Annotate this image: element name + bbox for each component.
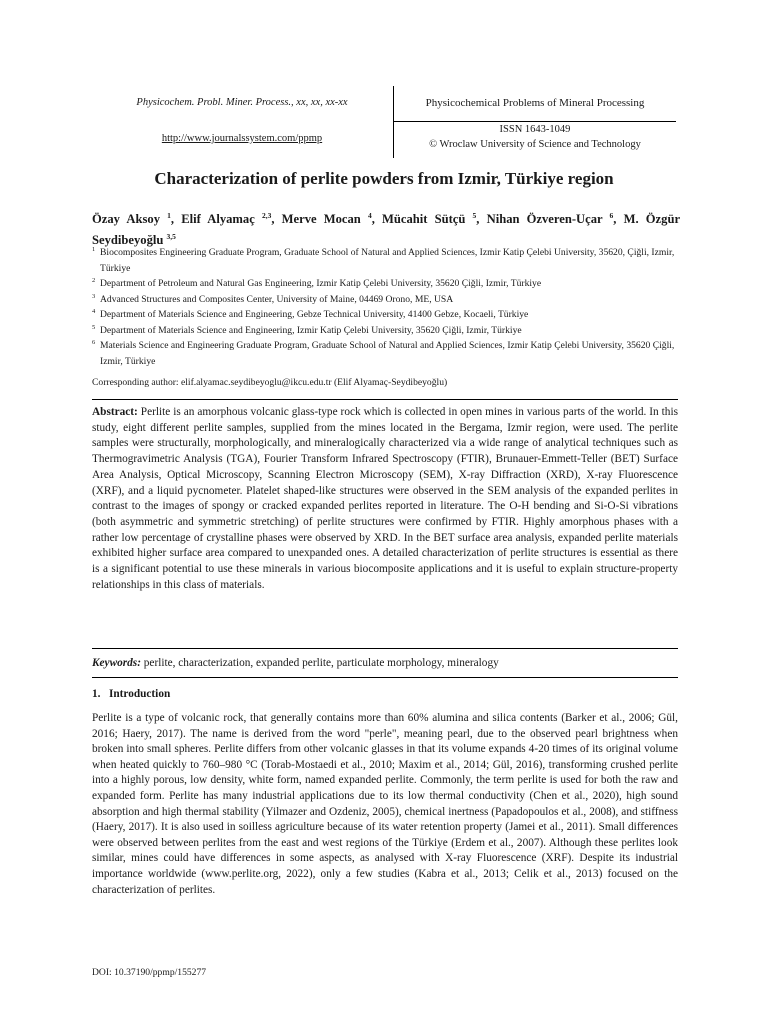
keywords-label: Keywords: [92, 657, 141, 669]
author: Özay Aksoy $^1$, [92, 211, 182, 227]
abstract-top-rule [92, 399, 678, 400]
header-horizontal-divider [393, 121, 676, 122]
affiliation: 3 Advanced Structures and Composites Center, University of Maine, 04469 Orono, ME, USA [92, 292, 454, 305]
affiliation: 6 Materials Science and Engineering Graduate Program, Graduate School of Natural and Applied Sciences, Izmir Katip Çelebi University, 35620 Çiğli, Izmir, Türkiye [92, 339, 675, 367]
section-heading: 1. Introduction [92, 688, 171, 700]
affiliation-list [92, 245, 680, 369]
abstract [92, 405, 678, 593]
affiliation: 2 Department of Petroleum and Natural Gas Engineering, Izmir Katip Çelebi University, 35620 Çiğli, Izmir, Türkiye [92, 277, 542, 289]
keywords-text: perlite, characterization, expanded perlite, particulate morphology, mineralogy [140, 657, 499, 669]
doi[interactable]: DOI: 10.37190/ppmp/155277 [92, 967, 207, 978]
author: Nihan Özveren-Uçar $^6$, [486, 211, 624, 227]
author: M. Özgür Seydibeyoğlu $^{3,5}$ [92, 212, 681, 248]
corresponding-author: Corresponding author: elif.alyamac.seydibeyoglu@ikcu.edu.tr (Elif Alyamaç-Seydibeyoğlu) [92, 377, 448, 388]
journal-name: Physicochemical Problems of Mineral Processing [425, 97, 645, 109]
affiliation: 5 Department of Materials Science and Engineering, Izmir Katip Çelebi University, 35620 Çiğli, Izmir, Türkiye [92, 323, 522, 336]
author-list [92, 207, 680, 249]
affiliation: 4 Department of Materials Science and Engineering, Gebze Technical University, 41400 Gebze, Kocaeli, Türkiye [92, 308, 529, 320]
journal-copyright: © Wroclaw University of Science and Technology [429, 139, 641, 150]
abstract-label: Abstract: [92, 406, 138, 418]
abstract-text: Perlite is an amorphous volcanic glass-type rock which is collected in open mines in various parts of the world. In this study, eight different perlite samples, supplied from the mines located in the Bergama, Izmir region, were used. The perlite samples were structurally, morphologically, and mineralogically characterized via a wide range of analytical techniques such as Thermogravimetric Analysis (TGA), Fourier Transform Infrared Spectroscopy (FTIR), Brunauer-Emmett-Teller (BET) Surface Area Analysis, Optical Microscopy, Scanning Electron Microscopy (SEM), X-ray Diffraction (XRD), X-ray Fluorescence (XRF), and a liquid pycnometer. Platelet shaped-like structures were observed in the SEM analysis of the expanded perlites in contrast to the images of spongy or cracked expanded perlites reported in literature. The O-H bending and Si-O-Si vibrations (both asymmetric and symmetric stretching) of perlite structures were confirmed by FTIR. Highly amorphous phases with a rather low percentage of crystalline phases were observed by XRD. In the BET surface area analysis, expanded perlite materials exhibited higher surface area compared to unexpanded ones. A detailed characterization of perlite structures is essential as there is a significant potential to use these minerals in various biocomposite applications and it is useful to explain structure-property relationships in this class of materials. [92, 406, 678, 591]
abstract-bottom-rule [92, 648, 678, 649]
author: Elif Alyamaç $^{2,3}$, [181, 211, 282, 227]
paper-title: Characterization of perlite powders from Izmir, Türkiye region [154, 169, 614, 188]
journal-issn: ISSN 1643-1049 [499, 124, 571, 135]
introduction-text: Perlite is a type of volcanic rock, that generally contains more than 60% alumina and silica contents (Barker et al., 2006; Gül, 2016; Haery, 2017). The name is derived from the word "perle", meaning pearl, due to the observed pearl brightness when broken into small spheres. Perlite differs from other volcanic glasses in that its volume expands 4-20 times of its original volume when heated quickly to 760–980 °C (Torab-Mostaedi et al., 2010; Maxim et al., 2014; Gül, 2016), transforming crushed perlite into a highly porous, low density, white form, named expanded perlite. Commonly, the term perlite is used for both the raw and expanded form. Perlite has many industrial applications due to its low thermal conductivity (Chen et al., 2020), high sound absorption and high thermal stability (Yilmazer and Ozdeniz, 2005), chemical inertness (Papadopoulos et al., 2008), and stiffness (Haery, 2017). It is also used in soilless agriculture because of its water retention property (Jamei et al., 2011). Small differences were observed between perlites from the east and west regions of the Türkiye (Erdem et al., 2007). Although these perlites look similar, mines could have differences in some aspects, as analysed with X-ray Fluorescence (XRF). Despite its industrial importance worldwide (www.perlite.org, 2022), only a few studies (Kabra et al., 2013; Celik et al., 2013) focused on the characterization of perlites. [92, 712, 678, 896]
author: Merve Mocan $^4$, [281, 211, 382, 227]
author: Mücahit Sütçü $^5$, [381, 211, 487, 227]
journal-citation: Physicochem. Probl. Miner. Process., xx, xx, xx-xx [136, 97, 348, 108]
keywords [92, 657, 678, 669]
affiliation: 1 Biocomposites Engineering Graduate Program, Graduate School of Natural and Applied Sciences, Izmir Katip Çelebi University, 35620, Çiğli, Izmir, Türkiye [92, 246, 675, 274]
keywords-bottom-rule [92, 677, 678, 678]
journal-url-link[interactable]: http://www.journalssystem.com/ppmp [161, 133, 323, 144]
header-vertical-divider [393, 86, 394, 158]
